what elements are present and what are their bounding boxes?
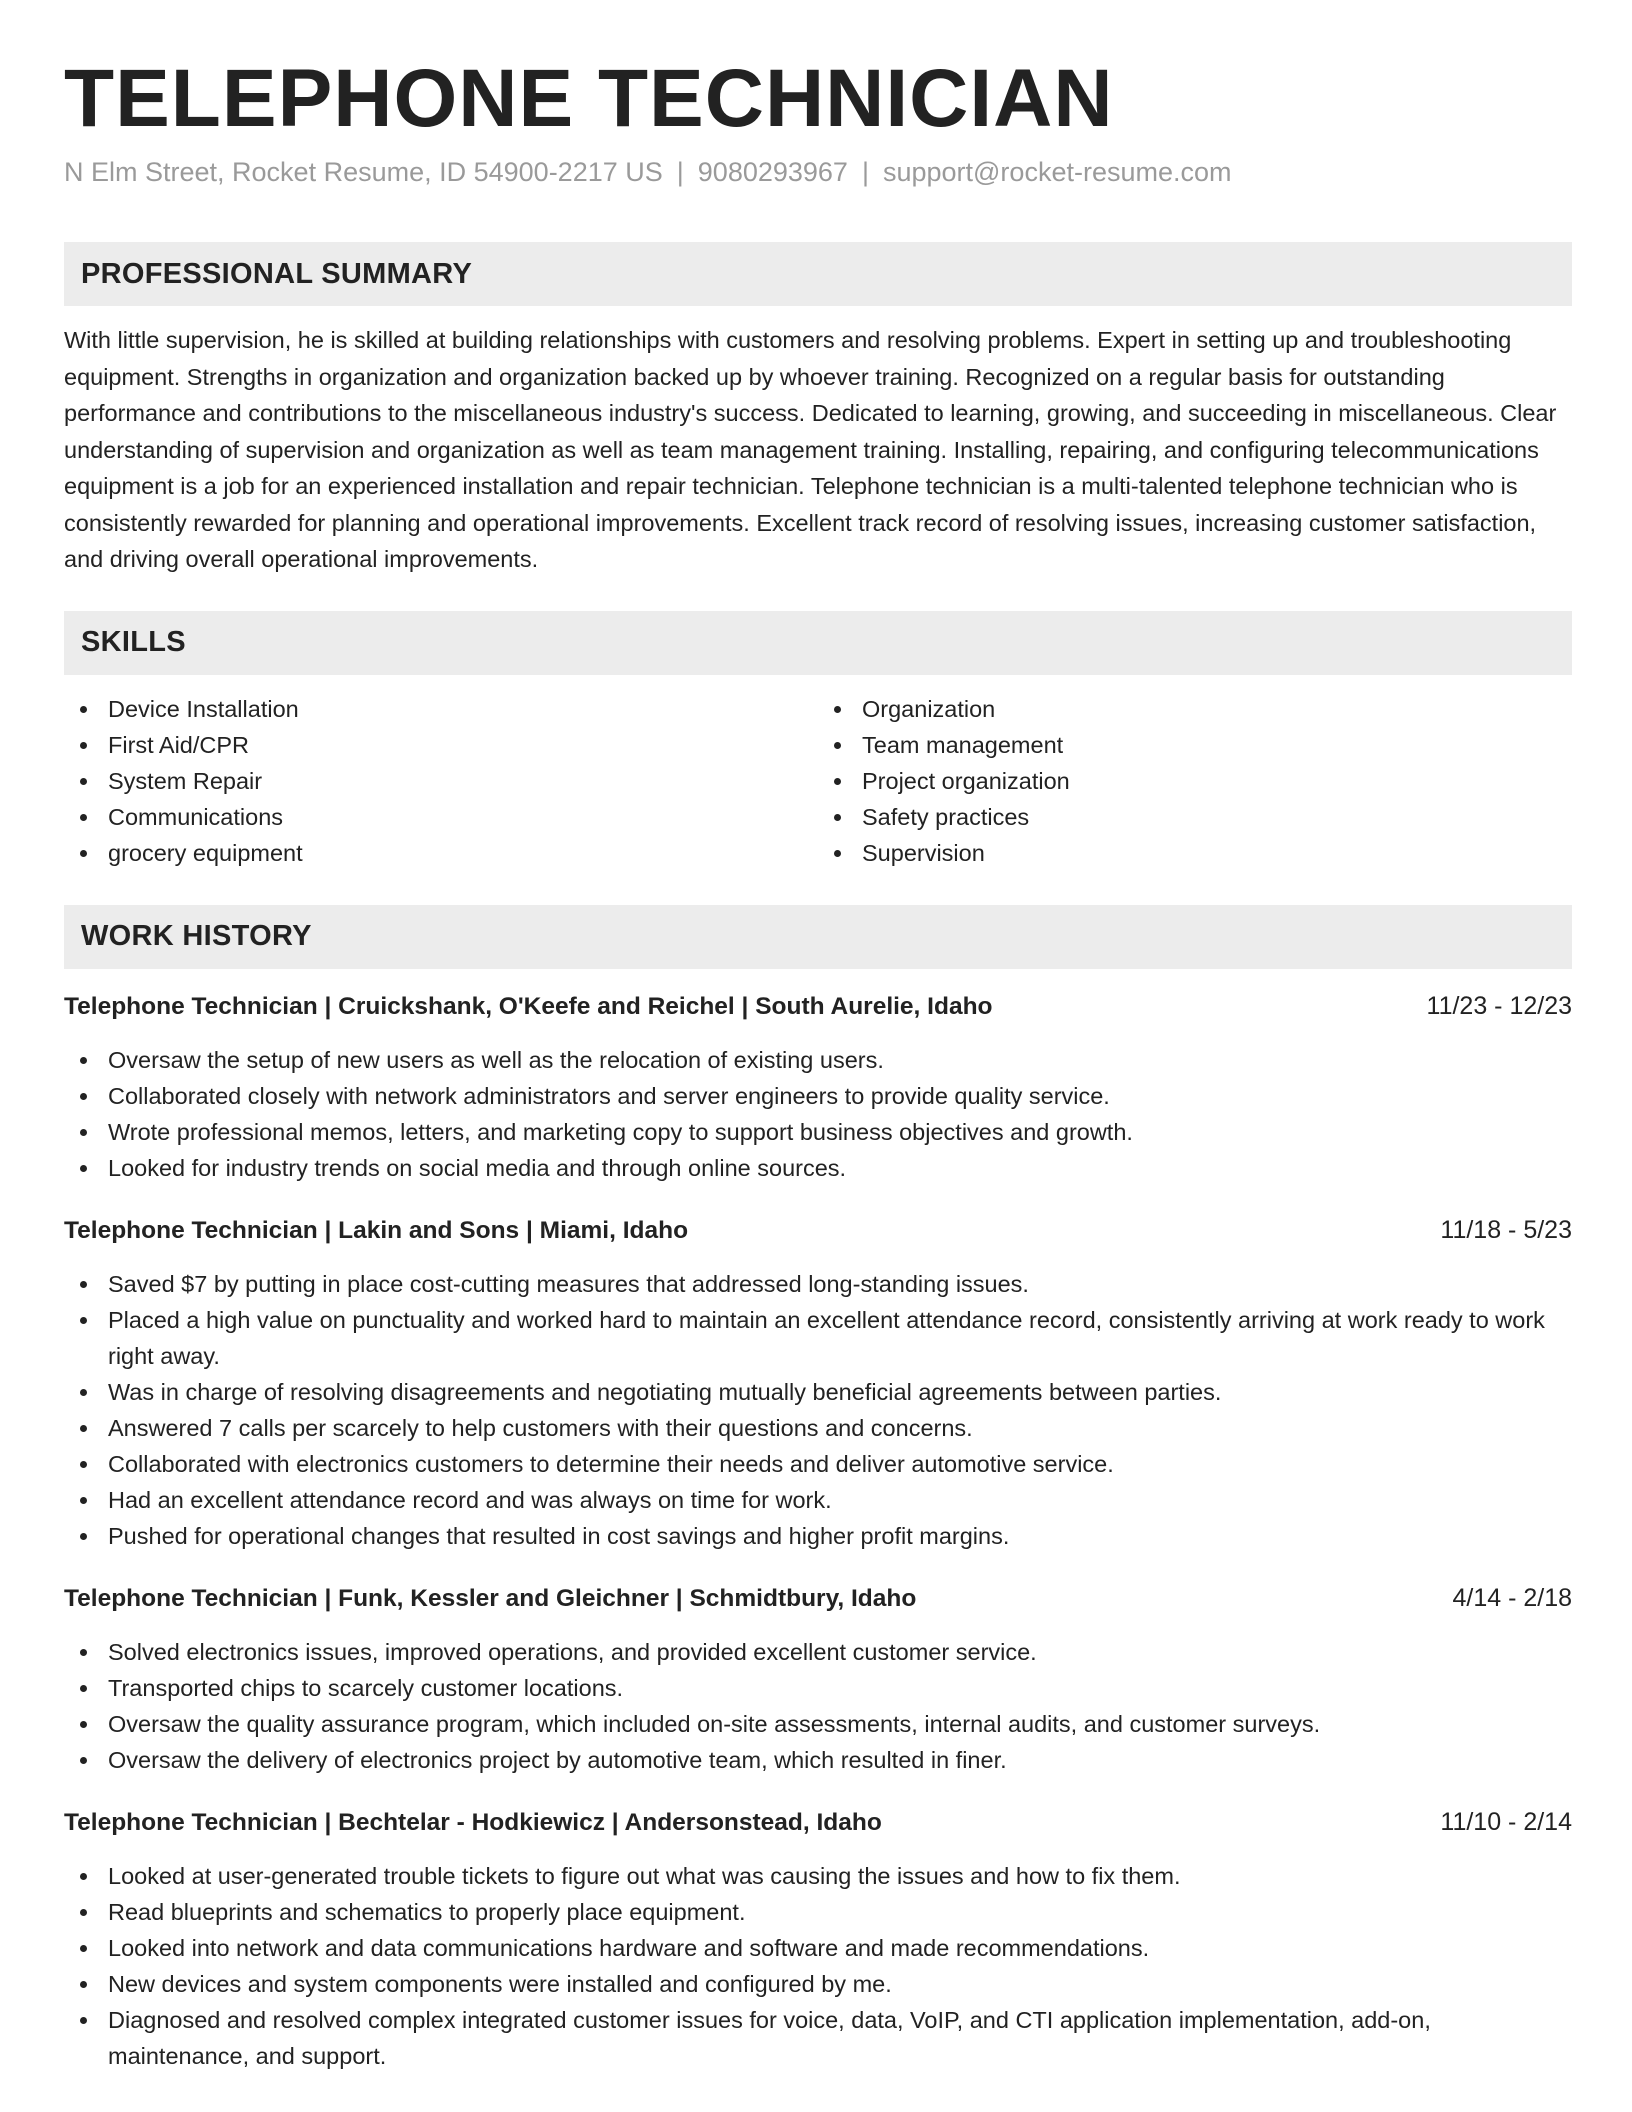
summary-text: With little supervision, he is skilled at building relationships with customers and resolving problems. Expert in setting up and troubleshooting equipment. Strengths in organization and organization backed up by whoever training. Recognized on a regular basis for outstanding performance and contributions to the miscellaneous industry's success. Dedicated to learning, growing, and succeeding in miscellaneous. Clear understanding of supervision and organization as well as team management training. Installing, repairing, and configuring telecommunications equipment is a job for an experienced installation and repair technician. Telephone technician is a multi-talented telephone technician who is consistently rewarded for planning and operational improvements. Excellent track record of resolving issues, increasing customer satisfaction, and driving overall operational improvements. — [64, 327, 1557, 573]
job-bullet: Looked for industry trends on social media and through online sources. — [64, 1150, 1572, 1186]
skill-item: Team management — [818, 727, 1572, 763]
job-dates: 11/18 - 5/23 — [1440, 1215, 1572, 1244]
skills-right-column — [818, 691, 1572, 871]
job-title: Telephone Technician | Cruickshank, O'Keefe and Reichel | South Aurelie, Idaho — [64, 992, 993, 1020]
job-header — [64, 1581, 1572, 1616]
job-bullet: Looked into network and data communications hardware and software and made recommendations. — [64, 1930, 1572, 1966]
job-bullet: Read blueprints and schematics to properly place equipment. — [64, 1894, 1572, 1930]
job-title: Telephone Technician | Bechtelar - Hodkiewicz | Andersonstead, Idaho — [64, 1808, 882, 1836]
summary-heading: PROFESSIONAL SUMMARY — [64, 242, 1572, 306]
skill-item: Project organization — [818, 763, 1572, 799]
job-dates: 11/10 - 2/14 — [1440, 1807, 1572, 1836]
job-header — [64, 1805, 1572, 1840]
skill-item: Communications — [64, 799, 818, 835]
job-bullet: Collaborated with electronics customers to determine their needs and deliver automotive service. — [64, 1446, 1572, 1482]
skill-item: Safety practices — [818, 799, 1572, 835]
job-bullet: Looked at user-generated trouble tickets to figure out what was causing the issues and how to fix them. — [64, 1858, 1572, 1894]
resume-name: TELEPHONE TECHNICIAN — [64, 53, 1114, 144]
job-header — [64, 1213, 1572, 1248]
contact-email: support@rocket-resume.com — [882, 157, 1232, 188]
skill-item: grocery equipment — [64, 835, 818, 871]
job-bullet: Was in charge of resolving disagreements and negotiating mutually beneficial agreements between parties. — [64, 1374, 1572, 1410]
job-bullet: New devices and system components were installed and configured by me. — [64, 1966, 1572, 2002]
job-bullets — [64, 1634, 1572, 1778]
job-header — [64, 989, 1572, 1024]
job-bullet: Oversaw the delivery of electronics project by automotive team, which resulted in finer. — [64, 1742, 1572, 1778]
job-dates: 11/23 - 12/23 — [1426, 991, 1572, 1020]
job-entry — [64, 1805, 1572, 2074]
job-bullet: Transported chips to scarcely customer locations. — [64, 1670, 1572, 1706]
skill-item: First Aid/CPR — [64, 727, 818, 763]
skill-item: Organization — [818, 691, 1572, 727]
job-bullets — [64, 1266, 1572, 1554]
job-dates: 4/14 - 2/18 — [1452, 1583, 1572, 1612]
job-bullet: Placed a high value on punctuality and worked hard to maintain an excellent attendance record, consistently arriving at work ready to work right away. — [64, 1302, 1572, 1374]
skill-item: System Repair — [64, 763, 818, 799]
job-bullet: Pushed for operational changes that resulted in cost savings and higher profit margins. — [64, 1518, 1572, 1554]
work-history-heading: WORK HISTORY — [64, 905, 1572, 969]
job-bullet: Oversaw the setup of new users as well as the relocation of existing users. — [64, 1042, 1572, 1078]
job-title: Telephone Technician | Lakin and Sons | Miami, Idaho — [64, 1216, 689, 1244]
skills-left-column — [64, 691, 818, 871]
job-bullet: Answered 7 calls per scarcely to help customers with their questions and concerns. — [64, 1410, 1572, 1446]
job-bullet: Solved electronics issues, improved operations, and provided excellent customer service. — [64, 1634, 1572, 1670]
contact-separator: | — [861, 157, 869, 188]
contact-address: N Elm Street, Rocket Resume, ID 54900-2217 US — [64, 157, 663, 188]
job-bullet: Oversaw the quality assurance program, which included on-site assessments, internal audits, and customer surveys. — [64, 1706, 1572, 1742]
job-bullet: Saved $7 by putting in place cost-cutting measures that addressed long-standing issues. — [64, 1266, 1572, 1302]
contact-line — [64, 154, 1572, 192]
skills-heading: SKILLS — [64, 611, 1572, 675]
job-bullet: Diagnosed and resolved complex integrated customer issues for voice, data, VoIP, and CTI application implementation, add-on, maintenance, and support. — [64, 2002, 1572, 2074]
job-bullets — [64, 1042, 1572, 1186]
resume-page — [64, 52, 1572, 2074]
job-entry — [64, 1581, 1572, 1778]
job-bullet: Had an excellent attendance record and was always on time for work. — [64, 1482, 1572, 1518]
job-entry — [64, 989, 1572, 1186]
skill-item: Device Installation — [64, 691, 818, 727]
skill-item: Supervision — [818, 835, 1572, 871]
contact-separator: | — [676, 157, 684, 188]
job-bullet: Collaborated closely with network administrators and server engineers to provide quality service. — [64, 1078, 1572, 1114]
job-bullet: Wrote professional memos, letters, and marketing copy to support business objectives and growth. — [64, 1114, 1572, 1150]
skills-grid — [64, 691, 1572, 871]
job-bullets — [64, 1858, 1572, 2074]
job-entry — [64, 1213, 1572, 1554]
contact-phone: 9080293967 — [697, 157, 848, 188]
job-title: Telephone Technician | Funk, Kessler and Gleichner | Schmidtbury, Idaho — [64, 1584, 917, 1612]
